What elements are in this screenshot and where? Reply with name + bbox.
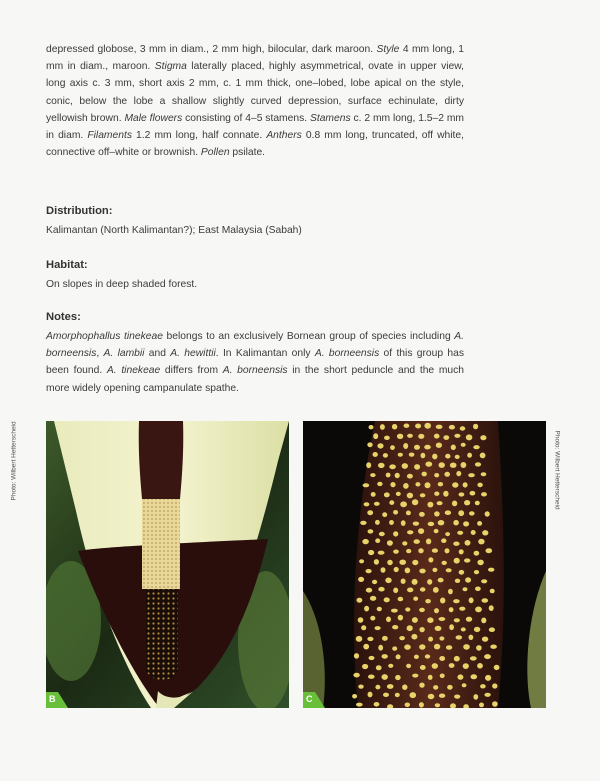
italic-term: Style <box>376 44 400 55</box>
italic-term: Stigma <box>154 61 187 73</box>
text-run: differs from <box>160 365 223 377</box>
habitat-heading: Habitat: <box>46 259 88 271</box>
italic-term: Amorphophallus tinekeae <box>46 331 163 342</box>
text-run: c. 2 mm long, 1.5–2 mm in diam. <box>46 112 465 142</box>
text-run: , <box>96 348 104 360</box>
text-run: . In Kalimantan only <box>215 348 315 360</box>
text-run: 1.2 mm long, half connate. <box>131 130 267 142</box>
text-run: 0.8 mm long, truncated, off white, connective off–white or brownish. <box>46 130 464 159</box>
distribution-heading: Distribution: <box>46 205 113 217</box>
habitat-text: On slopes in deep shaded forest. <box>46 279 198 290</box>
text-run: consisting of 4–5 stamens. <box>182 112 310 124</box>
text-run: 4 mm long, 1 mm in diam., maroon. <box>46 44 464 73</box>
notes-heading: Notes: <box>46 311 81 323</box>
notes-text <box>46 328 464 397</box>
text-run: of this group has been found. <box>46 348 465 377</box>
notes-section <box>46 309 464 397</box>
italic-term: Anthers <box>266 130 302 142</box>
distribution-section <box>46 203 464 239</box>
italic-term: A. borneensis <box>46 331 465 360</box>
spadix-closeup-illustration <box>303 421 546 708</box>
photo-c <box>303 421 546 708</box>
spathe-illustration <box>46 421 289 708</box>
text-run: depressed globose, 3 mm in diam., 2 mm high, bilocular, dark maroon. <box>46 44 377 55</box>
italic-term: A. tinekeae <box>106 365 161 377</box>
distribution-text: Kalimantan (North Kalimantan?); East Malaysia (Sabah) <box>46 225 302 236</box>
photo-label-b: B <box>46 692 68 708</box>
text-run: in the short peduncle and the much more widely opening campanulate spathe. <box>46 365 465 394</box>
italic-term: A. borneensis <box>222 365 288 377</box>
description-paragraph <box>46 41 464 161</box>
italic-term: Male flowers <box>124 112 183 124</box>
italic-term: Filaments <box>87 130 132 142</box>
habitat-section <box>46 257 464 293</box>
photo-b <box>46 421 289 708</box>
text-run: psilate. <box>229 147 266 159</box>
photo-label-c: C <box>303 692 325 708</box>
text-run: and <box>144 348 171 360</box>
italic-term: Pollen <box>200 147 230 159</box>
text-run: laterally placed, highly asymmetrical, ovate in upper view, long axis c. 3 mm, short axis 2 mm, c. 1 mm thick, one–lobed, lobe apical on the style, conic, below the lobe a shallow slightly curved depression, surface echinulate, dirty yellowish brown. <box>46 61 464 124</box>
italic-term: A. lambii <box>103 348 145 360</box>
italic-term: A. borneensis <box>314 348 380 360</box>
text-run: belongs to an exclusively Bornean group of species including <box>162 331 455 342</box>
italic-term: Stamens <box>309 112 351 124</box>
photo-credit-b: Photo: Wilbert Hetterscheid <box>10 421 18 501</box>
italic-term: A. hewittii <box>170 348 216 360</box>
photo-credit-c: Photo: Wilbert Hetterscheid <box>553 430 561 510</box>
